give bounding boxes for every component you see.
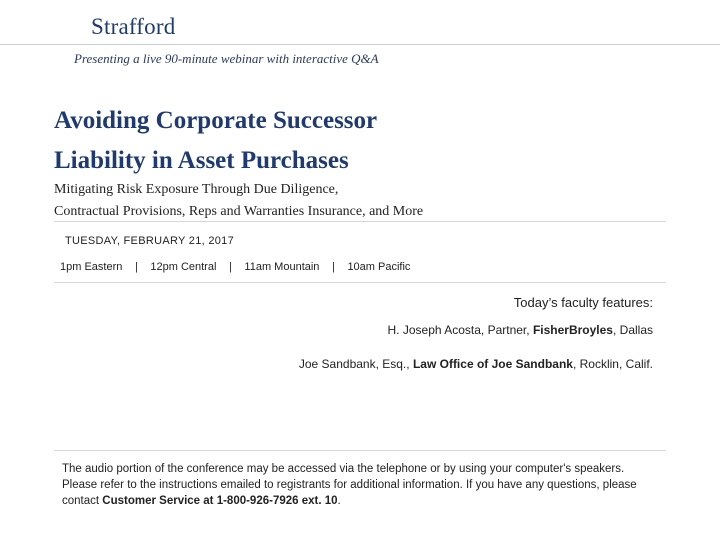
faculty-firm: Law Office of Joe Sandbank — [412, 357, 573, 371]
subtitle-line-2: Contractual Provisions, Reps and Warranties Insurance, and More — [54, 204, 424, 219]
time-separator: | — [134, 261, 138, 273]
time-pacific: 10am Pacific — [347, 261, 411, 273]
faculty-name: H. Joseph Acosta, Partner, — [387, 323, 533, 337]
instructions-end: . — [337, 495, 341, 507]
time-central: 12pm Central — [150, 261, 217, 273]
time-separator: | — [332, 261, 335, 273]
time-mountain: 11am Mountain — [244, 261, 320, 273]
faculty-heading: Today’s faculty features: — [513, 295, 653, 310]
title-line-2: Liability in Asset Purchases — [54, 147, 349, 174]
time-separator: | — [228, 261, 232, 273]
divider — [54, 450, 666, 451]
divider — [54, 221, 666, 222]
divider — [54, 282, 666, 283]
strafford-logo: Strafford — [91, 14, 176, 39]
faculty-location: , Dallas — [612, 323, 653, 337]
faculty-firm: FisherBroyles — [532, 323, 613, 337]
header-divider — [0, 44, 720, 45]
webinar-date: TUESDAY, FEBRUARY 21, 2017 — [65, 235, 235, 247]
page-title — [54, 101, 377, 181]
customer-service-contact: Customer Service at 1-800-926-7926 ext. 10 — [102, 495, 338, 507]
webinar-times — [60, 261, 410, 273]
instructions-text: The audio portion of the conference may be accessed via the telephone or by using your computer's speakers. Please refer to the instructions emailed to registrants for additional information. If you have any questions, please contact — [62, 463, 637, 507]
faculty-member — [388, 323, 653, 337]
webinar-tagline: Presenting a live 90-minute webinar with interactive Q&A — [74, 51, 379, 66]
page-subtitle — [54, 179, 423, 223]
audio-instructions — [62, 461, 662, 509]
time-eastern: 1pm Eastern — [60, 261, 123, 273]
title-line-1: Avoiding Corporate Successor — [54, 107, 378, 134]
faculty-member — [299, 357, 653, 371]
faculty-location: , Rocklin, Calif. — [572, 357, 653, 371]
faculty-name: Joe Sandbank, Esq., — [298, 357, 413, 371]
subtitle-line-1: Mitigating Risk Exposure Through Due Diligence, — [54, 182, 339, 197]
